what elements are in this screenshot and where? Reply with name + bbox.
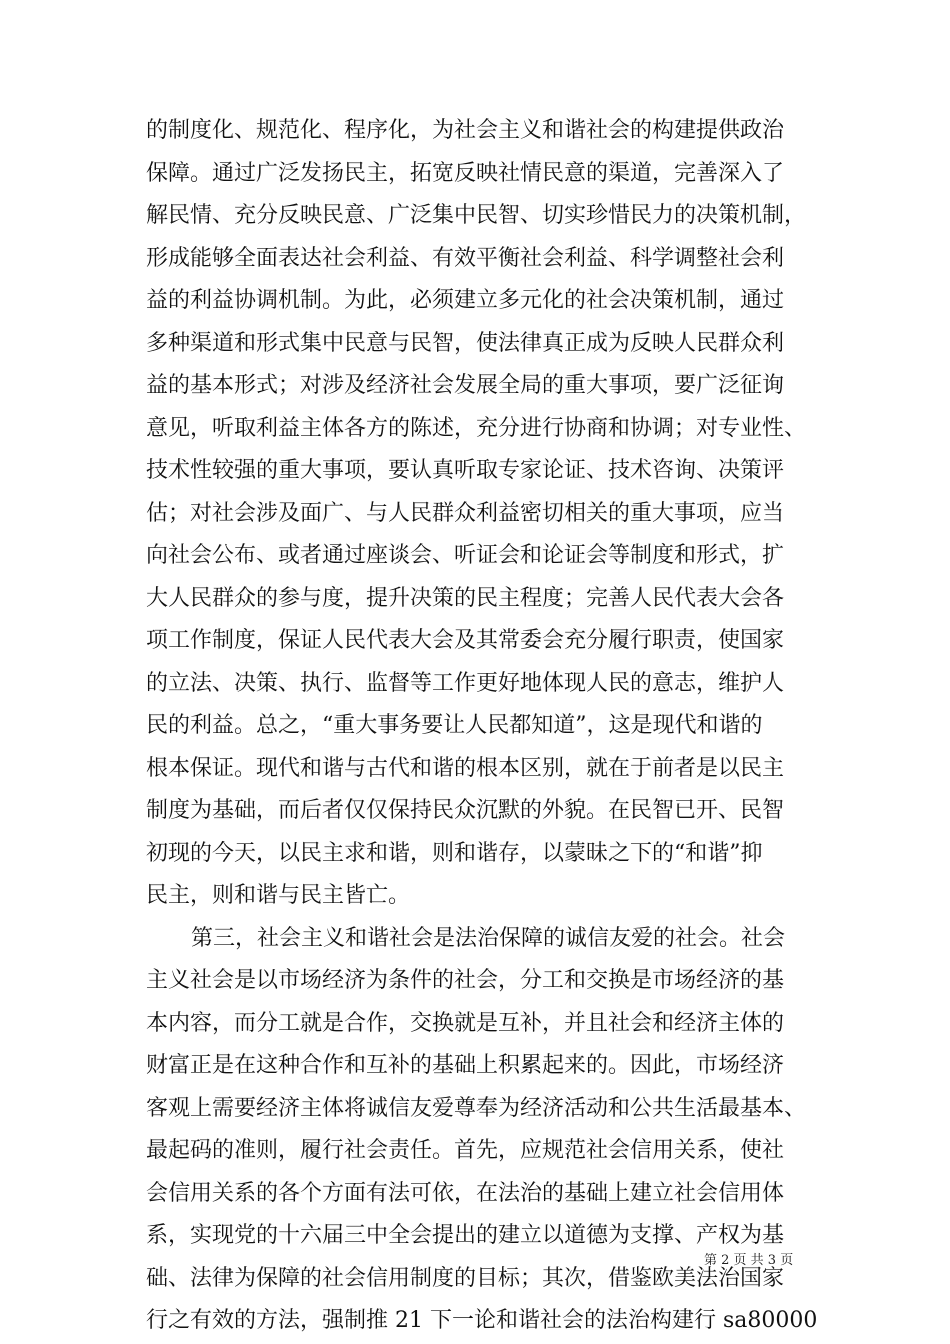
text-line: 民的利益。总之，“重大事务要让人民都知道”，这是现代和谐的 (146, 713, 763, 738)
text-line: 益的基本形式；对涉及经济社会发展全局的重大事项，要广泛征询 (146, 373, 785, 398)
text-line: 的立法、决策、执行、监督等工作更好地体现人民的意志，维护人 (146, 670, 785, 696)
text-line: 项工作制度，保证人民代表大会及其常委会充分履行职责，使国家 (146, 628, 785, 653)
text-line: 本内容，而分工就是合作，交换就是互补，并且社会和经济主体的 (146, 1010, 785, 1036)
text-line: 形成能够全面表达社会利益、有效平衡社会利益、科学调整社会利 (146, 245, 785, 271)
text-line: 制度为基础，而后者仅仅保持民众沉默的外貌。在民智已开、民智 (146, 798, 785, 823)
text-line: 最起码的准则，履行社会责任。首先，应规范社会信用关系，使社 (146, 1138, 785, 1163)
text-line: 益的利益协调机制。为此，必须建立多元化的社会决策机制，通过 (146, 288, 785, 313)
text-line: 多种渠道和形式集中民意与民智，使法律真正成为反映人民群众利 (146, 330, 785, 356)
text-line: 民主，则和谐与民主皆亡。 (146, 883, 411, 908)
text-line: 保障。通过广泛发扬民主，拓宽反映社情民意的渠道，完善深入了 (146, 160, 785, 186)
text-line: 向社会公布、或者通过座谈会、听证会和论证会等制度和形式，扩 (146, 543, 785, 568)
text-line: 财富正是在这种合作和互补的基础上积累起来的。因此，市场经济 (146, 1053, 785, 1078)
text-line: 初现的今天，以民主求和谐，则和谐存，以蒙昧之下的“和谐”抑 (146, 840, 763, 866)
text-line: 的制度化、规范化、程序化，为社会主义和谐社会的构建提供政治 (146, 118, 785, 143)
text-line: 客观上需要经济主体将诚信友爱尊奉为经济活动和公共生活最基本、 (146, 1095, 807, 1121)
text-line: 意见，听取利益主体各方的陈述，充分进行协商和协调；对专业性、 (146, 415, 807, 441)
text-line: 会信用关系的各个方面有法可依，在法治的基础上建立社会信用体 (146, 1180, 785, 1206)
text-line: 大人民群众的参与度，提升决策的民主程度；完善人民代表大会各 (146, 585, 785, 611)
text-line: 行之有效的方法，强制推 21 下一论和谐社会的法治构建行 sa80000 (146, 1308, 818, 1333)
text-line: 主义社会是以市场经济为条件的社会，分工和交换是市场经济的基 (146, 968, 785, 993)
text-line: 系，实现党的十六届三中全会提出的建立以道德为支撑、产权为基 (146, 1223, 785, 1248)
text-line: 技术性较强的重大事项，要认真听取专家论证、技术咨询、决策评 (146, 458, 785, 483)
text-line: 根本保证。现代和谐与古代和谐的根本区别，就在于前者是以民主 (146, 755, 785, 781)
text-line: 解民情、充分反映民意、广泛集中民智、切实珍惜民力的决策机制， (146, 203, 807, 228)
paragraph-start-line: 第三，社会主义和谐社会是法治保障的诚信友爱的社会。社会 (191, 925, 786, 951)
text-line: 估；对社会涉及面广、与人民群众利益密切相关的重大事项，应当 (146, 500, 785, 526)
body-text (146, 110, 816, 1343)
text-line: 础、法律为保障的社会信用制度的目标；其次，借鉴欧美法治国家 (146, 1265, 785, 1291)
page-footer: 第 2 页 共 3 页 (704, 1253, 794, 1268)
